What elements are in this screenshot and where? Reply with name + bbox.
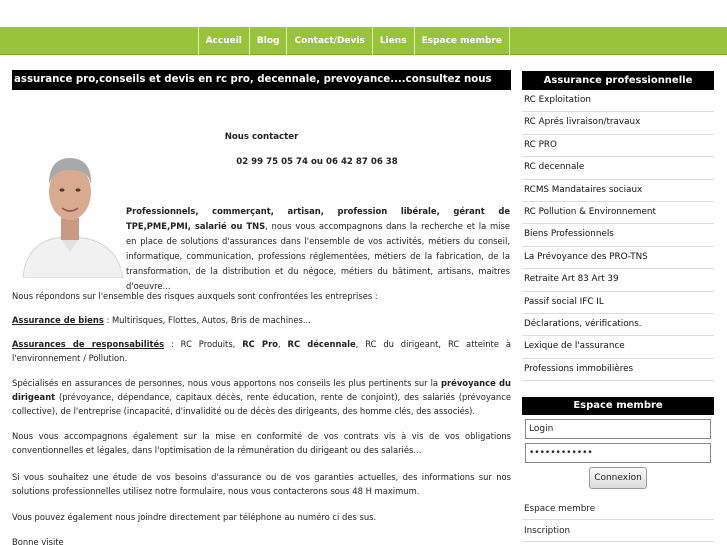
member-links: [522, 498, 714, 542]
main-content: [12, 70, 511, 545]
sidebar-item-passif-social[interactable]: Passif social IFC IL: [522, 292, 714, 314]
intro-bold: Professionnels, commerçant, artisan, profession libérale, gérant de TPE,PME,PMI, salarié ou TNS: [126, 206, 510, 231]
sidebar-item-rc-decennale[interactable]: RC decennale: [522, 157, 714, 179]
nav-contact-devis[interactable]: Contact/Devis: [286, 27, 371, 55]
nav-espace-membre[interactable]: Espace membre: [414, 27, 510, 55]
provident-text-a: Spécialisés en assurances de personnes, nous vous apportons nos conseils les plus pertinents sur la: [12, 378, 442, 388]
top-bar: [0, 0, 727, 27]
nav-accueil[interactable]: Accueil: [198, 27, 249, 55]
liability-paragraph: [12, 337, 511, 365]
member-area-title: Espace membre: [522, 397, 714, 415]
liability-label: Assurances de responsabilités: [12, 339, 165, 349]
property-insurance-paragraph: [12, 313, 511, 327]
sidebar-item-rc-exploitation[interactable]: RC Exploitation: [522, 90, 714, 112]
sidebar-item-rcms[interactable]: RCMS Mandataires sociaux: [522, 180, 714, 202]
provident-text-c: (prévoyance, dépendance, capitaux décès, rente éducation, rente de conjoint), des salariés (prévoyance collective), de l'entreprise (incapacité, d'invalidité ou de décès des dirigeants, des homme clés, des associés).: [12, 392, 511, 416]
sidebar-item-prevoyance[interactable]: La Prévoyance des PRO-TNS: [522, 247, 714, 269]
property-insurance-text: : Multirisques, Flottes, Autos, Bris de machines...: [103, 315, 311, 325]
provident-bold: prévoyance du dirigeant: [12, 378, 511, 402]
contact-heading: Nous contacter: [224, 132, 299, 142]
closing-paragraph: Bonne visite: [12, 537, 64, 545]
liability-text-c: ,: [277, 339, 288, 349]
page-title: assurance pro,conseils et devis en rc pro, decennale, prevoyance....consultez nous: [12, 70, 511, 90]
member-link-inscription[interactable]: Inscription: [522, 520, 714, 542]
liability-rc-decennale: RC décennale: [287, 339, 356, 349]
sidebar-professional-insurance: [522, 71, 714, 381]
phone-paragraph: Vous pouvez également nous joindre directement par téléphone au numéro ci des sus.: [12, 512, 377, 522]
property-insurance-label: Assurance de biens: [12, 315, 104, 325]
password-input[interactable]: [525, 443, 711, 463]
study-paragraph: Si vous souhaitez une étude de vos besoins d'assurance ou de vos garanties actuelles, des informations sur nos solutions professionnelles utilisez notre formulaire, nous vous contacterons sous 48 H maximum.: [12, 472, 511, 496]
connexion-button[interactable]: Connexion: [589, 467, 647, 489]
sidebar-item-rc-pollution[interactable]: RC Pollution & Environnement: [522, 202, 714, 224]
sidebar-item-retraite[interactable]: Retraite Art 83 Art 39: [522, 269, 714, 291]
nav-liens[interactable]: Liens: [372, 27, 414, 55]
main-navigation-bar: [0, 27, 727, 55]
login-input[interactable]: [525, 419, 711, 439]
member-link-espace-membre[interactable]: Espace membre: [522, 498, 714, 520]
provident-paragraph: [12, 376, 511, 418]
sidebar-item-biens-professionnels[interactable]: Biens Professionnels: [522, 224, 714, 246]
advisor-portrait: [15, 140, 125, 278]
sidebar-item-declarations[interactable]: Déclarations, vérifications.: [522, 314, 714, 336]
sidebar-item-rc-pro[interactable]: RC PRO: [522, 135, 714, 157]
sidebar-item-lexique[interactable]: Lexique de l'assurance: [522, 336, 714, 358]
liability-text-d: , RC du dirigeant, RC atteinte à l'environnement / Pollution.: [12, 339, 511, 363]
sidebar-item-professions-immobilieres[interactable]: Professions immobilières: [522, 359, 714, 381]
main-nav: [198, 27, 510, 55]
liability-text-a: : RC Produits,: [164, 339, 243, 349]
intro-paragraph: [126, 204, 510, 294]
intro-text: , nous vous accompagnons dans la recherche et la mise en place de solutions d'assurances dans l'ensemble de vos activités, métiers du conseil, informatique, communication, professions réglementées, métiers de la fabrication, de la transformation, de la distribution et du négoce, métiers du bâtiment, artisans, maitres d'oeuvre...: [126, 221, 510, 291]
nav-blog[interactable]: Blog: [249, 27, 287, 55]
contact-phone: 02 99 75 05 74 ou 06 42 87 06 38: [236, 157, 398, 167]
sidebar-title: Assurance professionnelle: [522, 71, 714, 90]
compliance-paragraph: Nous vous accompagnons également sur la mise en conformité de vos contrats vis à vis de vos obligations conventionnelles et légales, dans l'optimisation de la rémunération du dirigeant ou des salariés...: [12, 431, 511, 455]
member-area: [522, 397, 714, 542]
sidebar-menu: [522, 90, 714, 381]
sidebar-item-rc-apres-livraison[interactable]: RC Aprés livraison/travaux: [522, 112, 714, 134]
liability-rc-pro: RC Pro: [242, 339, 278, 349]
risks-paragraph: Nous répondons sur l'ensemble des risques auxquels sont confrontées les entreprises :: [12, 291, 378, 301]
